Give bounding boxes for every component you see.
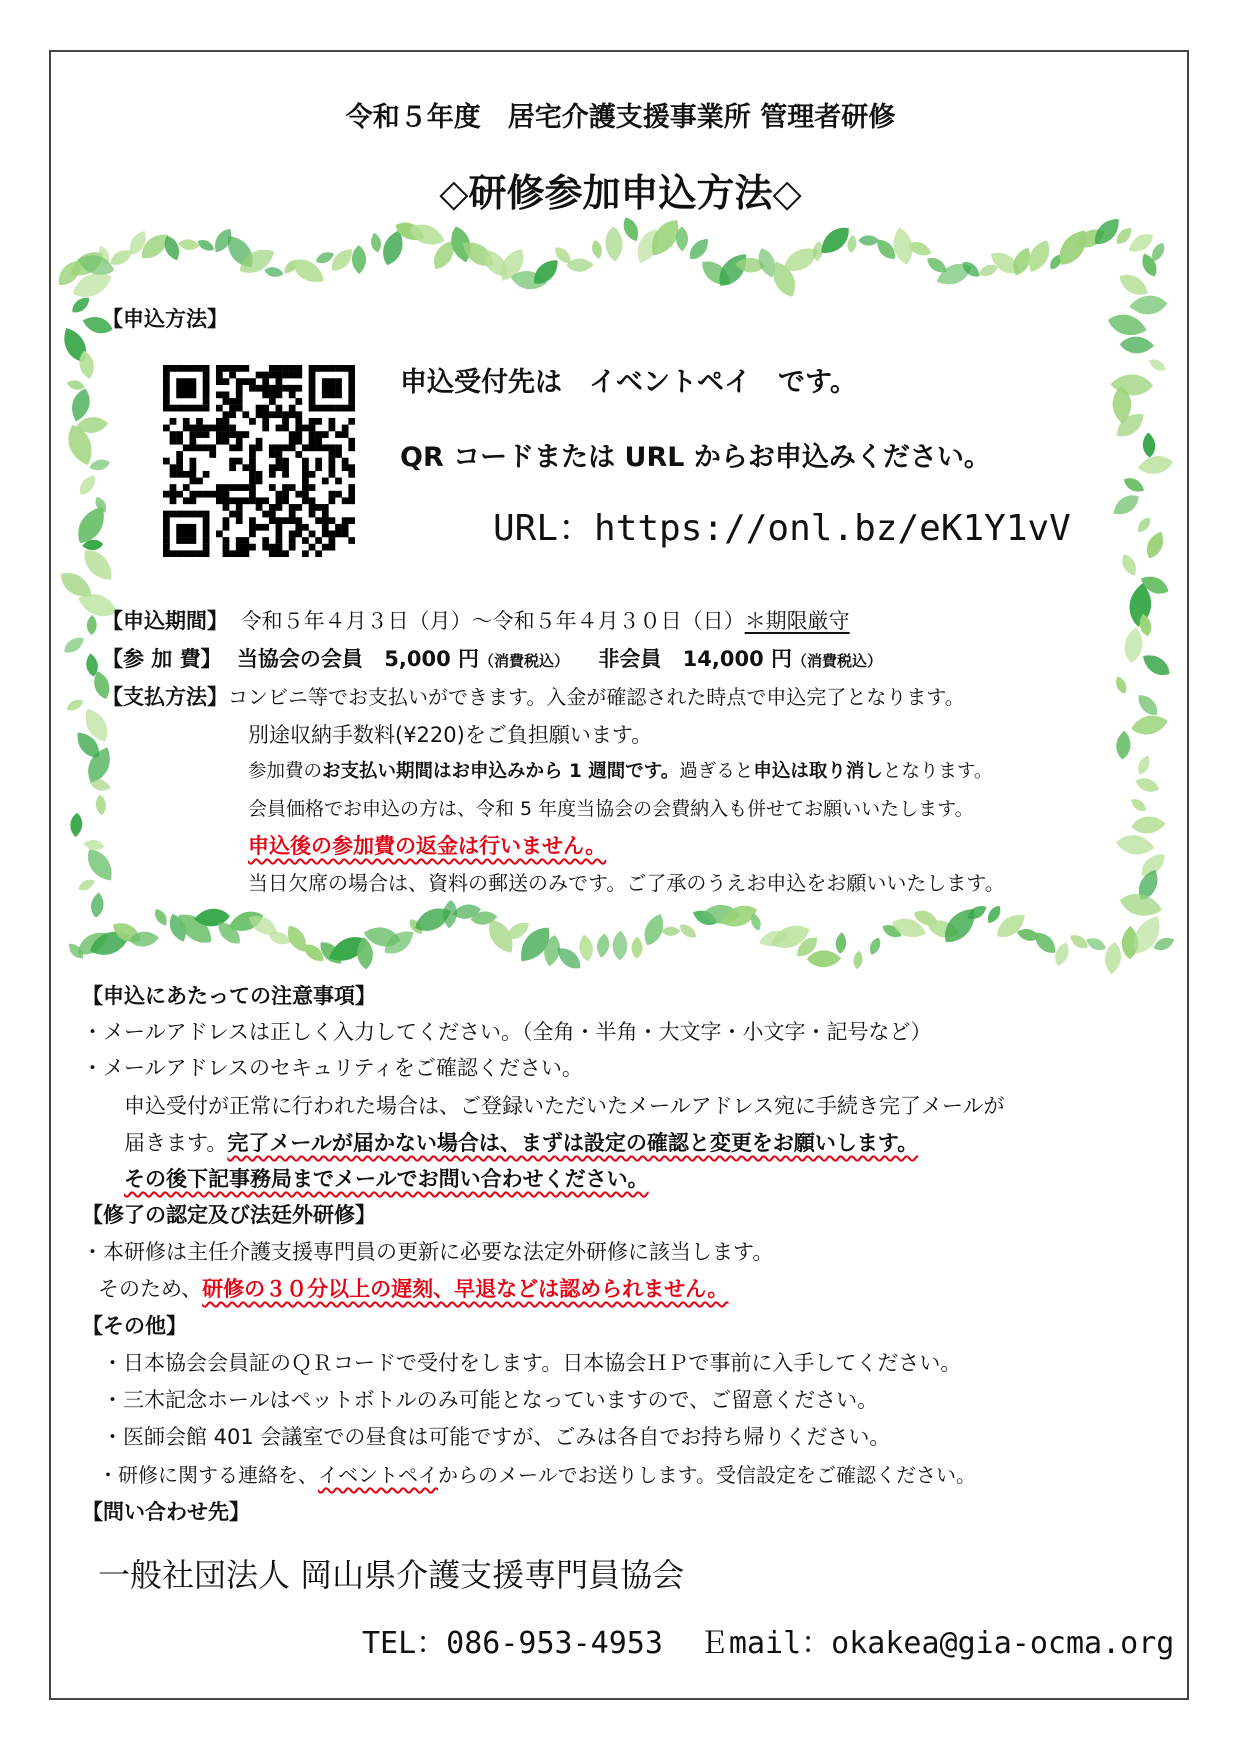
contact-heading: 【問い合わせ先】 (82, 1500, 250, 1524)
contact-email[interactable]: Ｅmail：okakea@gia-ocma.org (698, 1626, 1175, 1661)
notes-item1: ・メールアドレスは正しく入力してください。（全角・半角・大文字・小文字・記号など） (82, 1020, 932, 1044)
leaf-icon (1121, 474, 1147, 495)
leaf-icon (835, 932, 847, 954)
leaf-icon (1135, 515, 1154, 535)
payment-line3a: 参加費の (248, 761, 323, 782)
application-heading: 【申込方法】 (102, 307, 228, 331)
payment-label: 【支払方法】 (102, 685, 228, 709)
leaf-icon (631, 936, 642, 959)
leaf-icon (264, 266, 285, 279)
leaf-icon (83, 838, 105, 851)
leaf-icon (984, 903, 1003, 926)
leaf-icon (1120, 336, 1155, 354)
others-item2: ・三木記念ホールはペットボトルのみ可能となっていますので、ご留意ください。 (102, 1388, 879, 1412)
completion-item2 (98, 1273, 728, 1303)
others-item4c: からのメールでお送りします。受信設定をご確認ください。 (438, 1463, 976, 1487)
leaf-icon (852, 950, 863, 969)
leaf-icon (662, 926, 681, 936)
leaf-icon (1128, 796, 1148, 815)
leaf-icon (1143, 529, 1168, 561)
leaf-icon (604, 226, 623, 262)
leaf-icon (1103, 941, 1122, 975)
notes-item2-detail2 (124, 1127, 918, 1157)
payment-line6: 当日欠席の場合は、資料の郵送のみです。ご了承のうえお申込をお願いいたします。 (248, 871, 1005, 895)
completion-item2a: そのため、 (98, 1277, 203, 1301)
leaf-icon (1135, 753, 1152, 776)
fee-row (102, 643, 882, 673)
leaf-icon (1147, 356, 1168, 373)
period-note: ＊期限厳守 (744, 609, 850, 633)
fee-label: 【参 加 費】 (102, 647, 222, 671)
leaf-icon (1122, 626, 1145, 664)
contact-line (362, 1618, 1174, 1662)
fee-member-price: 5,000 円 (384, 647, 479, 671)
leaf-icon (66, 378, 86, 391)
completion-heading: 【修了の認定及び法廷外研修】 (82, 1203, 376, 1227)
leaf-icon (70, 812, 84, 837)
leaf-icon (352, 245, 367, 274)
notes-detail2a: 届きます。 (124, 1131, 228, 1155)
application-line1: 申込受付先は イベントペイ です。 (400, 367, 857, 398)
payment-line3 (248, 757, 992, 783)
payment-line2: 別途収納手数料(¥220)をご負担願います。 (248, 723, 653, 747)
contact-organization: 一般社団法人 岡山県介護支援専門員協会 (98, 1556, 685, 1594)
period-row (102, 605, 850, 635)
others-item4b: イベントペイ (318, 1463, 438, 1487)
leaf-icon (620, 215, 642, 244)
leaf-icon (595, 933, 610, 959)
leaf-icon (369, 232, 382, 253)
notes-detail2b: 完了メールが届かない場合は、まずは設定の確認と変更をお願いします。 (227, 1131, 919, 1155)
payment-row (102, 681, 965, 711)
application-line2: QR コードまたは URL からお申込みください。 (400, 442, 991, 473)
others-item1: ・日本協会会員証のＱＲコードで受付をします。日本協会ＨＰで事前に入手してください。 (102, 1351, 962, 1375)
leaf-icon (1052, 940, 1072, 968)
leaf-icon (90, 892, 105, 919)
fee-tax2: （消費税込） (792, 652, 883, 670)
leaf-icon (1115, 730, 1131, 760)
leaf-icon (590, 239, 604, 260)
fee-tax1: （消費税込） (479, 652, 570, 670)
leaf-icon (1133, 775, 1161, 795)
payment-line3c: 過ぎると (679, 761, 754, 782)
leaf-icon (677, 921, 699, 941)
leaf-icon (1136, 453, 1174, 476)
leaf-icon (178, 238, 201, 251)
leaf-icon (867, 936, 883, 957)
leaf-icon (152, 907, 170, 928)
leaf-icon (76, 472, 99, 498)
leaf-icon (858, 235, 879, 246)
leaf-icon (1109, 490, 1143, 519)
page-subtitle: 令和５年度 居宅介護支援事業所 管理者研修 (345, 102, 896, 133)
fee-nonmember-price: 14,000 円 (682, 647, 792, 671)
leaf-icon (1134, 691, 1162, 720)
leaf-icon (95, 794, 107, 816)
notes-item2-detail1: 申込受付が正常に行われた場合は、ご登録いただいたメールアドレス宛に手続き完了メールが (124, 1094, 1005, 1118)
leaf-icon (1131, 815, 1167, 835)
completion-item1: ・本研修は主任介護支援専門員の更新に必要な法定外研修に該当します。 (82, 1240, 774, 1264)
leaf-icon (846, 234, 857, 253)
others-item3: ・医師会館 401 会議室での昼食は可能ですが、ごみは各自でお持ち帰りください。 (102, 1425, 891, 1449)
application-url[interactable] (493, 500, 1071, 551)
payment-line5: 申込後の参加費の返金は行いません。 (248, 834, 607, 858)
payment-line3d: 申込は取り消し (753, 761, 883, 782)
leaf-icon (578, 934, 595, 963)
leaf-icon (1113, 675, 1129, 696)
leaf-icon (69, 294, 93, 316)
notes-heading: 【申込にあたっての注意事項】 (82, 984, 376, 1008)
others-item4a: ・研修に関する連絡を、 (98, 1463, 318, 1487)
period-text: 令和５年４月３日（月）～令和５年４月３０日（日） (240, 609, 745, 633)
url-link[interactable]: https://onl.bz/eK1Y1vV (594, 508, 1071, 549)
payment-line3b: お支払い期間はお申込みから 1 週間です。 (322, 761, 680, 782)
period-label: 【申込期間】 (102, 609, 228, 633)
fee-member-label: 当協会の会員 (236, 647, 363, 671)
qr-code-icon (163, 365, 355, 557)
leaf-icon (1139, 650, 1174, 681)
notes-item2-detail3: その後下記事務局までメールでお問い合わせください。 (124, 1167, 649, 1191)
notes-item2: ・メールアドレスのセキュリティをご確認ください。 (82, 1056, 583, 1080)
others-heading: 【その他】 (82, 1314, 187, 1338)
leaf-icon (612, 930, 627, 960)
leaf-icon (88, 457, 111, 472)
completion-item2b: 研修の３０分以上の遅刻、早退などは認められません。 (202, 1277, 729, 1301)
others-item4 (98, 1459, 976, 1488)
payment-line3e: となります。 (882, 761, 993, 782)
leaf-icon (87, 615, 97, 635)
leaf-icon (1129, 294, 1169, 316)
leaf-icon (76, 877, 96, 894)
leaf-icon (82, 844, 119, 886)
leaf-icon (807, 950, 841, 967)
leaf-icon (1130, 712, 1170, 738)
url-label: URL： (493, 508, 595, 549)
payment-line4: 会員価格でお申込の方は、令和 5 年度当協会の会費納入も併せてお願いいたします。 (248, 798, 974, 820)
page-title: ◇研修参加申込方法◇ (439, 171, 802, 215)
fee-nonmember-label: 非会員 (598, 647, 662, 671)
payment-line1: コンビニ等でお支払いができます。入金が確認された時点で申込完了となります。 (228, 685, 965, 709)
leaf-icon (61, 633, 87, 656)
leaf-icon (1117, 890, 1164, 920)
leaf-icon (1084, 935, 1108, 953)
leaf-icon (1115, 833, 1156, 857)
leaf-icon (685, 235, 712, 264)
leaf-icon (566, 258, 593, 272)
leaf-icon (1142, 432, 1156, 458)
contact-tel[interactable]: TEL：086-953-4953 (362, 1626, 663, 1661)
leaf-icon (1106, 310, 1150, 339)
leaf-icon (1119, 552, 1140, 579)
leaf-icon (65, 697, 85, 714)
